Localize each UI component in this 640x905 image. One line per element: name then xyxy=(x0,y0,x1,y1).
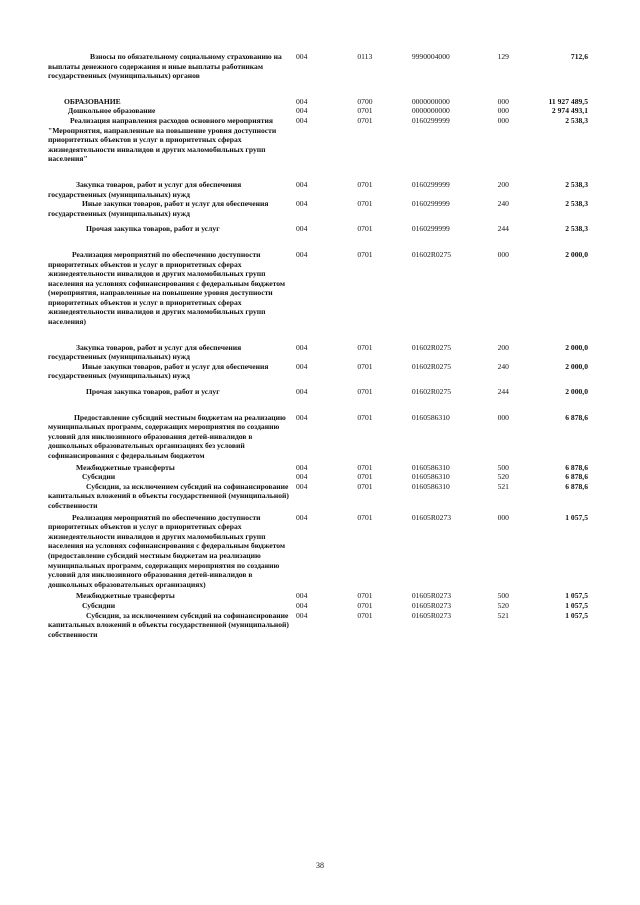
amount-cell: 2 974 493,1 xyxy=(551,106,588,116)
row-name-cell: Прочая закупка товаров, работ и услуг xyxy=(86,387,220,397)
row-name-cell: Прочая закупка товаров, работ и услуг xyxy=(86,224,220,234)
target-article-cell: 0160586310 xyxy=(411,412,450,422)
target-article-cell: 01602R0275 xyxy=(411,342,452,352)
page-number: 38 xyxy=(316,861,324,870)
expense-type-cell: 000 xyxy=(497,249,509,259)
amount-cell: 1 057,5 xyxy=(565,512,588,522)
row-name-cell: Реализация направления расходов основного мероприятия "Мероприятия, направленные на повышение уровня доступности приоритетных объектов и услуг в приоритетных сферах жизнедеятельности инвалидов и других маломобильных групп населения" xyxy=(48,115,277,164)
amount-cell: 6 878,6 xyxy=(565,481,588,491)
amount-cell: 2 000,0 xyxy=(565,361,588,371)
section-code-cell: 0701 xyxy=(357,115,373,125)
section-code-cell: 0701 xyxy=(357,512,373,522)
section-code-cell: 0701 xyxy=(357,199,373,209)
budget-table xyxy=(48,52,588,639)
table-row xyxy=(48,180,588,199)
amount-cell: 11 927 489,5 xyxy=(548,96,588,106)
expense-type-cell: 240 xyxy=(497,199,509,209)
row-name-cell: Закупка товаров, работ и услуг для обеспечения государственных (муниципальных) нужд xyxy=(48,342,242,362)
amount-cell: 712,6 xyxy=(570,52,588,61)
ministry-code-cell: 004 xyxy=(295,224,308,234)
expense-type-cell: 200 xyxy=(497,179,509,189)
table-row xyxy=(48,106,588,116)
expense-type-cell: 129 xyxy=(497,52,509,61)
amount-cell: 6 878,6 xyxy=(565,462,588,472)
row-name-cell: Реализация мероприятий по обеспечению доступности приоритетных объектов и услуг в приоритетных сферах жизнедеятельности инвалидов и других маломобильных групп населения на условиях софинансирования с федеральным бюджетом (мероприятия, направленные на повышение уровня доступности приоритетных объектов и услуг в приоритетных сферах жизнедеятельности инвалидов и других маломобильных групп населения) xyxy=(48,249,286,327)
row-name-cell: Дошкольное образование xyxy=(68,106,156,116)
row-name-cell: Субсидии xyxy=(82,472,116,482)
target-article-cell: 0000000000 xyxy=(411,106,450,116)
expense-type-cell: 000 xyxy=(497,512,509,522)
ministry-code-cell: 004 xyxy=(295,249,308,259)
ministry-code-cell: 004 xyxy=(295,115,308,125)
amount-cell: 1 057,5 xyxy=(565,600,588,610)
row-name-cell: Межбюджетные трансферты xyxy=(76,462,175,472)
amount-cell: 2 000,0 xyxy=(565,249,588,259)
section-code-cell: 0701 xyxy=(357,462,373,472)
section-code-cell: 0701 xyxy=(357,249,373,259)
ministry-code-cell: 004 xyxy=(295,96,308,106)
expense-type-cell: 240 xyxy=(497,361,509,371)
row-name-cell: Реализация мероприятий по обеспечению доступности приоритетных объектов и услуг в приоритетных сферах жизнедеятельности инвалидов и других маломобильных групп населения на условиях софинансирования с федеральным бюджетом (предоставление субсидий местным бюджетам на реализацию муниципальных программ, содержащих мероприятия по созданию условий для инклюзивного образования детей-инвалидов в дошкольных образовательных организациях) xyxy=(48,512,286,589)
expense-type-cell: 520 xyxy=(497,600,509,610)
amount-cell: 2 538,3 xyxy=(565,115,588,125)
ministry-code-cell: 004 xyxy=(295,591,308,601)
expense-type-cell: 521 xyxy=(497,481,509,491)
section-code-cell: 0701 xyxy=(357,387,373,397)
amount-cell: 6 878,6 xyxy=(565,412,588,422)
table-row xyxy=(48,97,588,107)
section-code-cell: 0701 xyxy=(357,224,373,234)
table-row xyxy=(48,513,588,592)
expense-type-cell: 000 xyxy=(497,96,509,106)
target-article-cell: 01605R0273 xyxy=(411,512,452,522)
target-article-cell: 0160299999 xyxy=(411,115,450,125)
row-name-cell: Иные закупки товаров, работ и услуг для обеспечения государственных (муниципальных) нужд xyxy=(48,361,269,381)
target-article-cell: 0160586310 xyxy=(411,481,450,491)
expense-type-cell: 244 xyxy=(497,224,509,234)
amount-cell: 2 538,3 xyxy=(565,199,588,209)
section-code-cell: 0701 xyxy=(357,179,373,189)
section-code-cell: 0701 xyxy=(357,600,373,610)
row-name-cell: Субсидии, за исключением субсидий на софинансирование капитальных вложений в объекты государственной (муниципальной) собственности xyxy=(48,610,289,639)
ministry-code-cell: 004 xyxy=(295,600,308,610)
ministry-code-cell: 004 xyxy=(295,199,308,209)
target-article-cell: 0160586310 xyxy=(411,462,450,472)
section-code-cell: 0701 xyxy=(357,361,373,371)
budget-table-body xyxy=(48,52,588,639)
section-code-cell: 0701 xyxy=(357,481,373,491)
section-code-cell: 0700 xyxy=(357,96,373,106)
table-row xyxy=(48,343,588,362)
expense-type-cell: 500 xyxy=(497,462,509,472)
ministry-code-cell: 004 xyxy=(295,512,308,522)
section-code-cell: 0701 xyxy=(357,472,373,482)
ministry-code-cell: 004 xyxy=(295,342,308,352)
section-code-cell: 0701 xyxy=(357,106,373,116)
table-row xyxy=(48,591,588,601)
table-row xyxy=(48,601,588,611)
table-row xyxy=(48,250,588,343)
table-row xyxy=(48,224,588,250)
expense-type-cell: 500 xyxy=(497,591,509,601)
expense-type-cell: 520 xyxy=(497,472,509,482)
target-article-cell: 0160299999 xyxy=(411,179,450,189)
target-article-cell: 0160586310 xyxy=(411,472,450,482)
target-article-cell: 01605R0273 xyxy=(411,600,452,610)
target-article-cell: 01602R0275 xyxy=(411,361,452,371)
table-row xyxy=(48,482,588,513)
target-article-cell: 0160299999 xyxy=(411,199,450,209)
ministry-code-cell: 004 xyxy=(295,481,308,491)
expense-type-cell: 000 xyxy=(497,412,509,422)
row-name-cell: Иные закупки товаров, работ и услуг для обеспечения государственных (муниципальных) нужд xyxy=(48,199,269,218)
target-article-cell: 0160299999 xyxy=(411,224,450,234)
table-row xyxy=(48,362,588,387)
table-row xyxy=(48,413,588,463)
row-name-cell: Субсидии, за исключением субсидий на софинансирование капитальных вложений в объекты государственной (муниципальной) собственности xyxy=(48,481,289,510)
amount-cell: 6 878,6 xyxy=(565,472,588,482)
row-name-cell: Межбюджетные трансферты xyxy=(76,591,175,601)
section-code-cell: 0113 xyxy=(357,52,373,61)
ministry-code-cell: 004 xyxy=(295,106,308,116)
amount-cell: 2 538,3 xyxy=(565,179,588,189)
target-article-cell: 01605R0273 xyxy=(411,591,452,601)
row-name-cell: Взносы по обязательному социальному страхованию на выплаты денежного содержания и иные выплаты работникам государственных (муниципальных) органов xyxy=(48,52,282,81)
table-row xyxy=(48,387,588,413)
expense-type-cell: 000 xyxy=(497,106,509,116)
ministry-code-cell: 004 xyxy=(295,472,308,482)
row-name-cell: Субсидии xyxy=(82,600,116,610)
amount-cell: 2 000,0 xyxy=(565,342,588,352)
ministry-code-cell: 004 xyxy=(295,412,308,422)
amount-cell: 1 057,5 xyxy=(565,591,588,601)
table-row xyxy=(48,116,588,180)
table-row xyxy=(48,463,588,473)
ministry-code-cell: 004 xyxy=(295,179,308,189)
target-article-cell: 9990004000 xyxy=(411,52,450,61)
table-row xyxy=(48,199,588,224)
target-article-cell: 01602R0275 xyxy=(411,249,452,259)
table-row xyxy=(48,52,588,97)
amount-cell: 1 057,5 xyxy=(565,610,588,620)
row-name-cell: Предоставление субсидий местным бюджетам на реализацию муниципальных программ, содержащих мероприятия по созданию условий для инклюзивного образования детей-инвалидов в дошкольных образовательных организациях без условий софинансирования с федеральным бюджетом xyxy=(48,412,286,460)
target-article-cell: 01605R0273 xyxy=(411,610,452,620)
ministry-code-cell: 004 xyxy=(295,610,308,620)
target-article-cell: 01602R0275 xyxy=(411,387,452,397)
expense-type-cell: 200 xyxy=(497,342,509,352)
section-code-cell: 0701 xyxy=(357,610,373,620)
section-code-cell: 0701 xyxy=(357,342,373,352)
expense-type-cell: 000 xyxy=(497,115,509,125)
table-row xyxy=(48,611,588,640)
ministry-code-cell: 004 xyxy=(295,387,308,397)
ministry-code-cell: 004 xyxy=(295,462,308,472)
table-row xyxy=(48,472,588,482)
target-article-cell: 0000000000 xyxy=(411,96,450,106)
section-code-cell: 0701 xyxy=(357,591,373,601)
row-name-cell: Закупка товаров, работ и услуг для обеспечения государственных (муниципальных) нужд xyxy=(48,179,242,199)
row-name-cell: ОБРАЗОВАНИЕ xyxy=(64,96,121,106)
expense-type-cell: 521 xyxy=(497,610,509,620)
amount-cell: 2 538,3 xyxy=(565,224,588,234)
amount-cell: 2 000,0 xyxy=(565,387,588,397)
ministry-code-cell: 004 xyxy=(295,361,308,371)
ministry-code-cell: 004 xyxy=(295,52,308,61)
expense-type-cell: 244 xyxy=(497,387,509,397)
section-code-cell: 0701 xyxy=(357,412,373,422)
